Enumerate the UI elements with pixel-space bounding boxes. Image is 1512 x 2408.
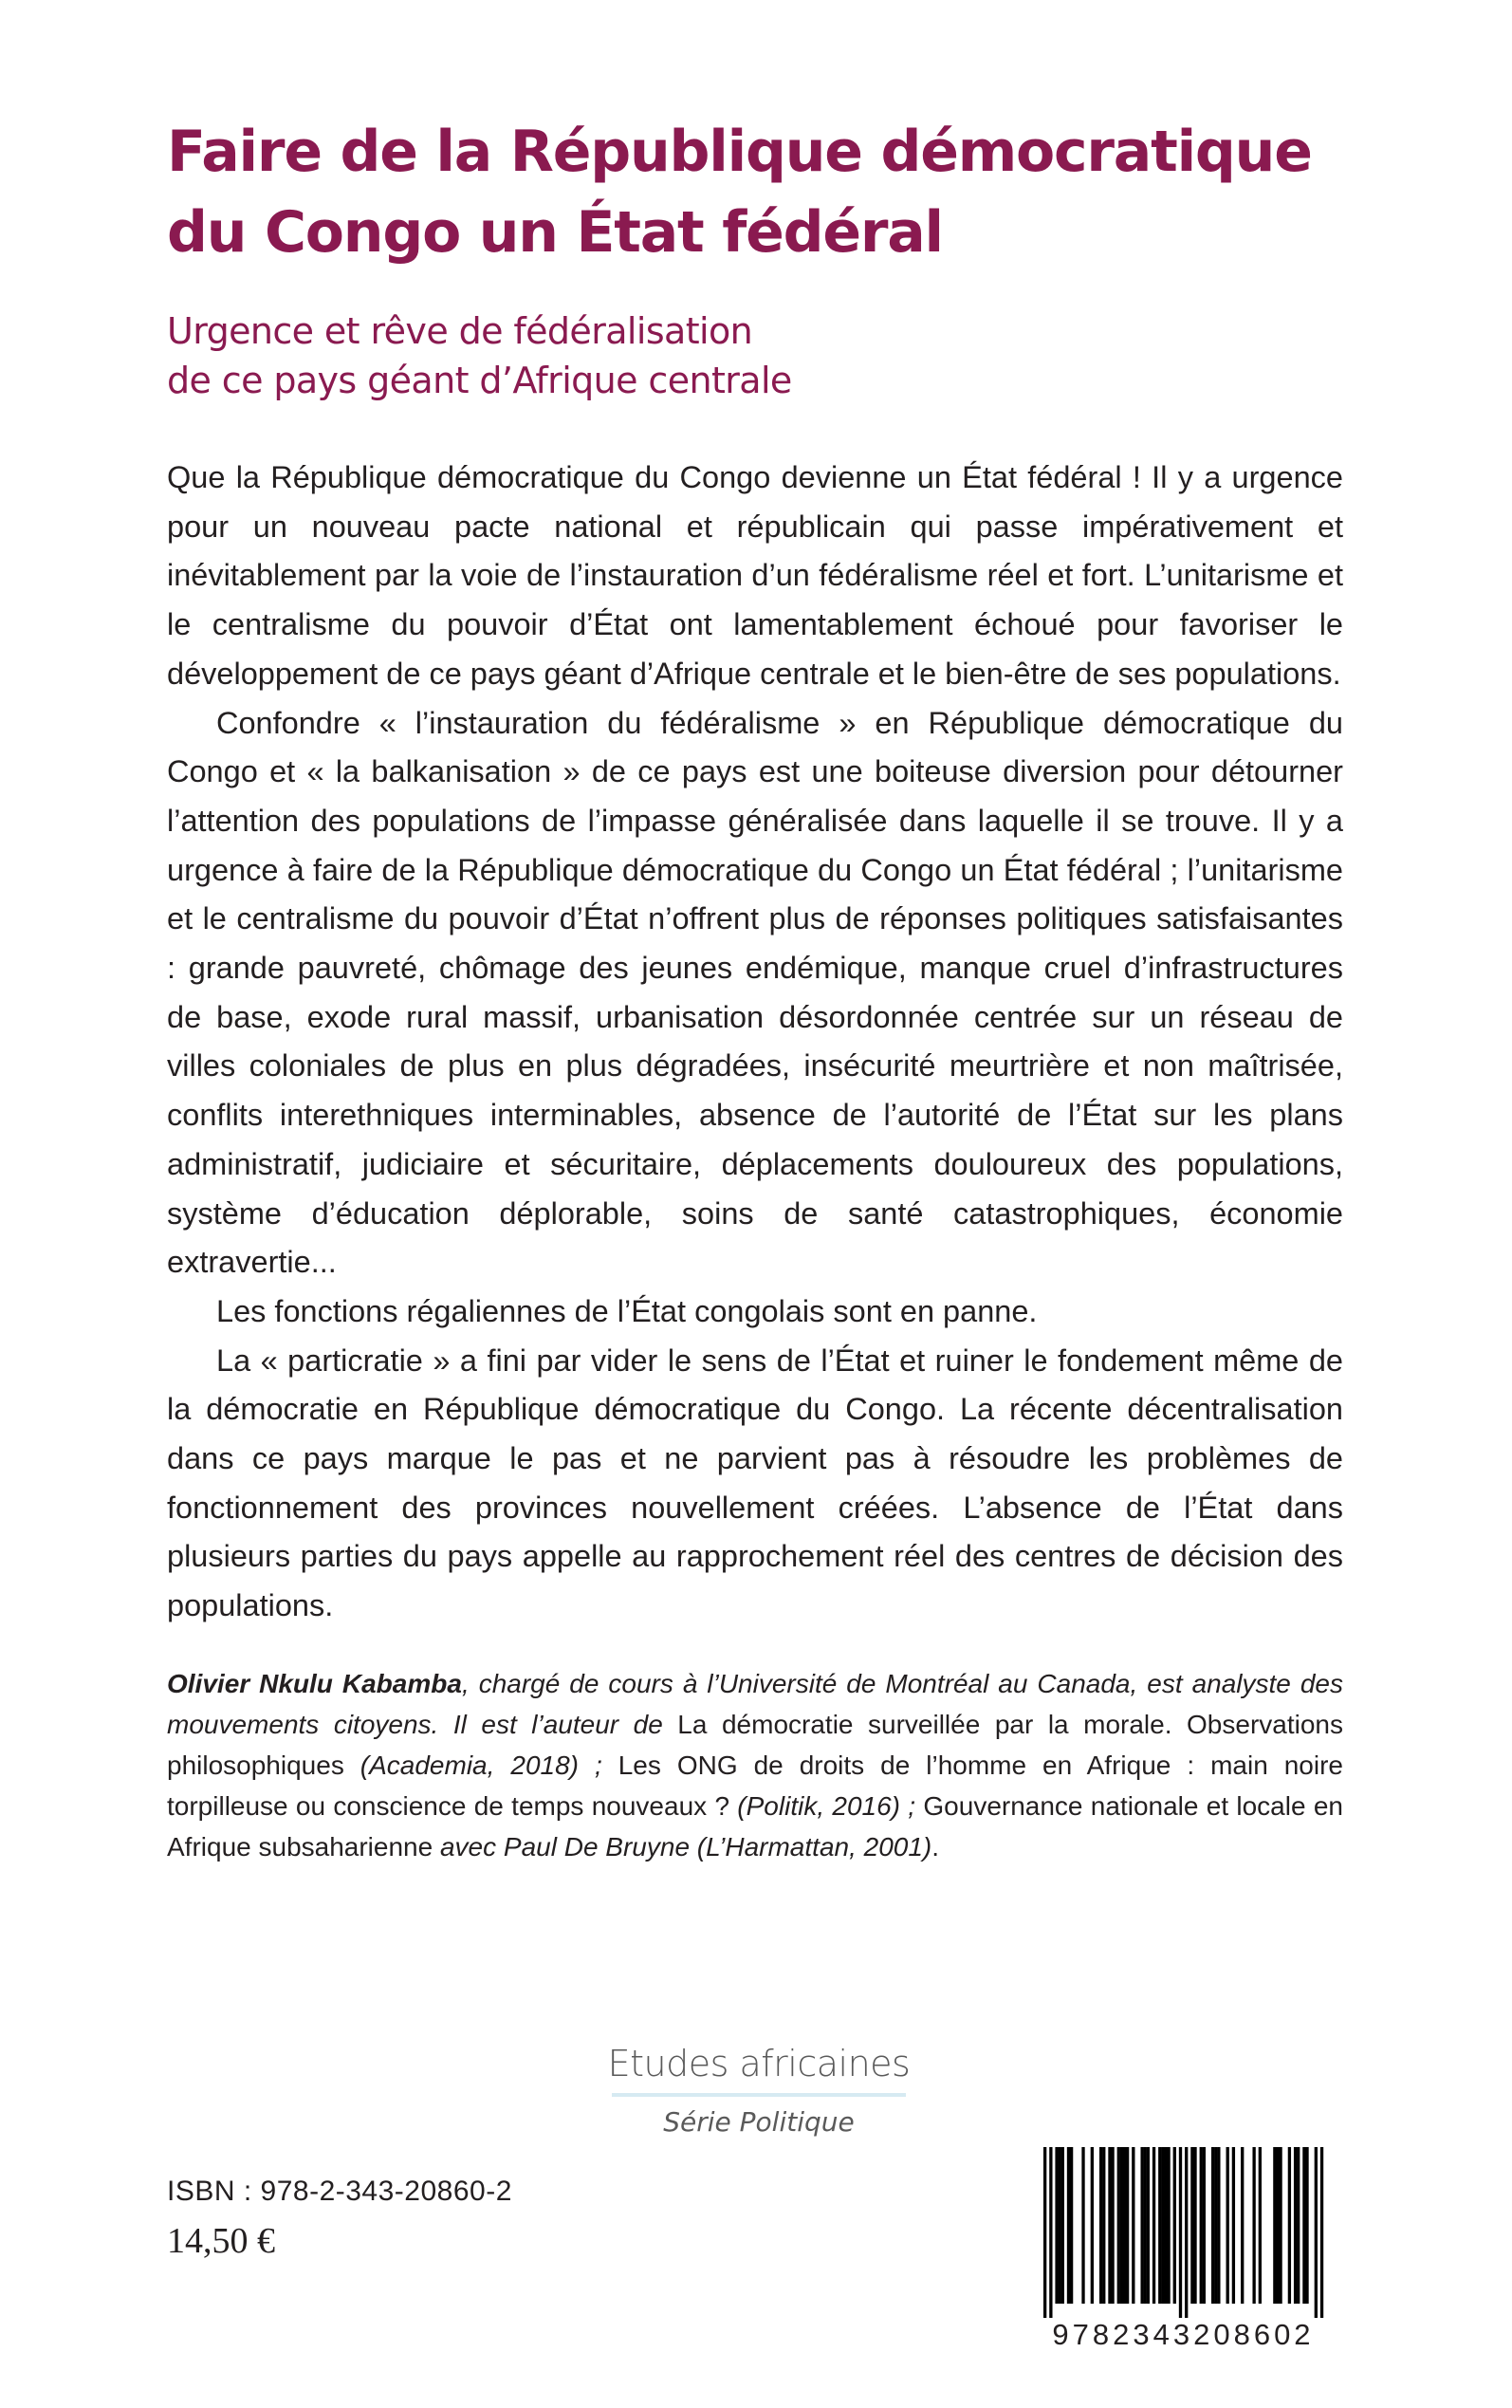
barcode-bar — [1055, 2147, 1058, 2304]
barcode-bar — [1297, 2147, 1300, 2304]
barcode-bar — [1144, 2147, 1147, 2304]
series-subtitle: Série Politique — [663, 2106, 855, 2138]
series-logo — [550, 2040, 968, 2138]
book-subtitle-line-2: de ce pays géant d’Afrique centrale — [167, 360, 792, 401]
isbn: ISBN : 978-2-343-20860-2 — [167, 2176, 512, 2207]
barcode-bar — [1294, 2147, 1297, 2304]
barcode-bar — [1152, 2147, 1155, 2304]
barcode-bar — [1140, 2147, 1143, 2304]
barcode-bar — [1091, 2147, 1094, 2304]
barcode-bar — [1259, 2147, 1262, 2304]
barcode-bar — [1108, 2147, 1111, 2304]
bio-book-1: La démocratie surveillée par la morale. Observations philosophiques — [167, 1710, 1343, 1780]
bio-book-3: Gouvernance nationale et locale en Afrique subsaharienne — [167, 1791, 1343, 1862]
barcode-bar — [1217, 2147, 1220, 2304]
bio-publisher-3: avec Paul De Bruyne (L’Harmattan, 2001) — [433, 1832, 932, 1862]
series-divider — [612, 2093, 906, 2097]
barcode-bar — [1252, 2147, 1255, 2304]
book-subtitle — [167, 306, 1400, 405]
barcode-bar — [1276, 2147, 1279, 2304]
barcode-bar — [1167, 2147, 1170, 2304]
author-bio — [167, 1663, 1343, 1867]
barcode-bar — [1117, 2147, 1120, 2304]
price: 14,50 € — [167, 2221, 275, 2261]
barcode-bar — [1067, 2147, 1070, 2304]
blurb-paragraph-4: La « particratie » a fini par vider le sens de l’État et ruiner le fondement même de la démocratie en République démocratique du Congo. La récente décentralisation dans ce pays marque le pas et ne parvient pas à résoudre les problèmes de fonctionnement des provinces nouvellement créées. L’absence de l’État dans plusieurs parties du pays appelle au rapprochement réel des centres de décision des populations. — [167, 1343, 1343, 1623]
barcode-bar — [1099, 2147, 1102, 2304]
barcode-bar — [1273, 2147, 1276, 2304]
barcode-bar — [1059, 2147, 1061, 2304]
barcode-bar — [1302, 2147, 1305, 2304]
series-name: Etudes africaines — [607, 2043, 911, 2084]
barcode-bar — [1320, 2147, 1323, 2318]
barcode-bar — [1120, 2147, 1123, 2304]
barcode-bar — [1211, 2147, 1214, 2304]
blurb — [167, 454, 1343, 1631]
barcode-bar — [1049, 2147, 1052, 2318]
barcode-bar — [1111, 2147, 1114, 2304]
barcode-bar — [1190, 2147, 1193, 2304]
barcode-bar — [1123, 2147, 1126, 2304]
barcode-bar — [1158, 2147, 1161, 2304]
book-subtitle-line-1: Urgence et rêve de fédéralisation — [167, 310, 753, 352]
bio-publisher-1: (Academia, 2018) ; — [343, 1750, 618, 1780]
barcode — [1034, 2147, 1333, 2351]
barcode-digits: 9782343208602 — [1052, 2318, 1315, 2351]
barcode-bar — [1147, 2147, 1150, 2304]
barcode-bar — [1185, 2147, 1188, 2318]
barcode-bar — [1214, 2147, 1217, 2304]
barcode-bar — [1241, 2147, 1244, 2304]
barcode-bar — [1070, 2147, 1073, 2304]
book-title — [167, 112, 1400, 273]
barcode-bar — [1232, 2147, 1235, 2304]
barcode-bar — [1288, 2147, 1291, 2304]
barcode-bar — [1161, 2147, 1164, 2304]
barcode-bar — [1164, 2147, 1167, 2304]
barcode-bar — [1279, 2147, 1282, 2304]
barcode-bar — [1315, 2147, 1318, 2318]
barcode-bars — [1034, 2147, 1333, 2318]
barcode-bar — [1173, 2147, 1176, 2304]
bio-end: . — [931, 1832, 940, 1862]
book-title-line-2: du Congo un État fédéral — [167, 199, 943, 266]
barcode-bar — [1126, 2147, 1129, 2304]
barcode-bar — [1193, 2147, 1196, 2304]
barcode-bar — [1179, 2147, 1182, 2318]
author-name: Olivier Nkulu Kabamba — [167, 1669, 462, 1698]
blurb-paragraph-1: Que la République démocratique du Congo devienne un État fédéral ! Il y a urgence pour un nouveau pacte national et républicain qui passe impérativement et inévitablement par la voie de l’instauration d’un fédéralisme réel et fort. L’unitarisme et le centralisme du pouvoir d’État ont lamentablement échoué pour favoriser le développement de ce pays géant d’Afrique centrale et le bien-être de ses populations. — [167, 460, 1343, 691]
barcode-bar — [1305, 2147, 1308, 2304]
barcode-bar — [1061, 2147, 1064, 2304]
barcode-bar — [1200, 2147, 1203, 2304]
barcode-bar — [1203, 2147, 1206, 2304]
barcode-bar — [1043, 2147, 1046, 2318]
barcode-bar — [1102, 2147, 1105, 2304]
bio-intro: , chargé de cours à l’Université de Montréal au Canada, est analyste des mouvements citoyens. Il est l’auteur de — [167, 1669, 1343, 1739]
blurb-paragraph-3: Les fonctions régaliennes de l’État congolais sont en panne. — [216, 1293, 1038, 1328]
blurb-paragraph-2: Confondre « l’instauration du fédéralisme » en République démocratique du Congo et « la balkanisation » de ce pays est une boiteuse diversion pour détourner l’attention des populations de l’impasse généralisée dans laquelle il se trouve. Il y a urgence à faire de la République démocratique du Congo un État fédéral ; l’unitarisme et le centralisme du pouvoir d’État n’offrent plus de réponses politiques satisfaisantes : grande pauvreté, chômage des jeunes endémique, manque cruel d’infrastructures de base, exode rural massif, urbanisation désordonnée centrée sur un réseau de villes coloniales de plus en plus dégradées, insécurité meurtrière et non maîtrisée, conflits interethniques interminables, absence de l’autorité de l’État sur les plans administratif, judiciaire et sécuritaire, déplacements douloureux des populations, système d’éducation déplorable, soins de santé catastrophiques, économie extravertie... — [167, 705, 1343, 1280]
bio-book-2: Les ONG de droits de l’homme en Afrique : main noire torpilleuse ou conscience de temps nouveaux ? — [167, 1750, 1343, 1821]
barcode-bar — [1132, 2147, 1134, 2304]
book-title-line-1: Faire de la République démocratique — [167, 119, 1312, 185]
bio-publisher-2: (Politik, 2016) ; — [729, 1791, 924, 1821]
barcode-bar — [1226, 2147, 1229, 2304]
barcode-bar — [1081, 2147, 1084, 2304]
